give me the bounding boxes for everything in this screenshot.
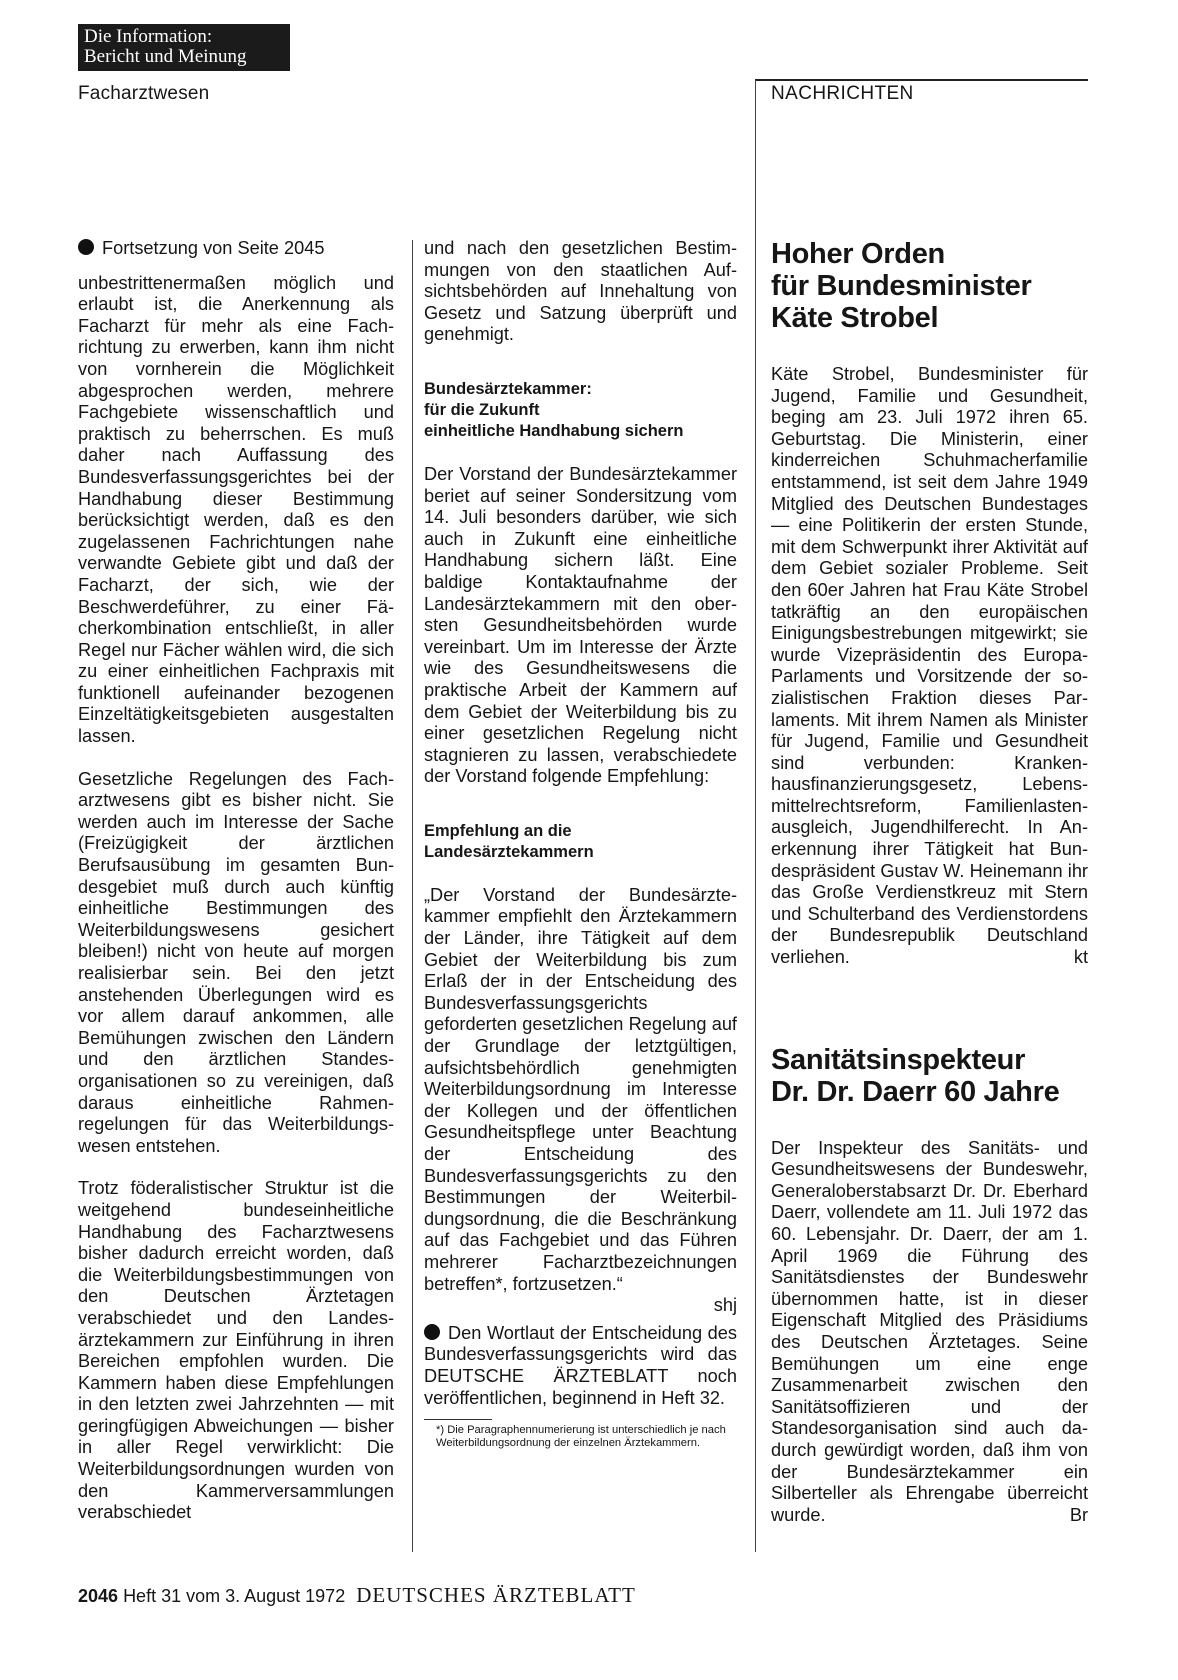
paragraph: unbestrittenermaßen möglich und erlaubt ist, die Anerkennung als Facharzt für mehr als eine Fachrichtung zu erwerben, kann ihm nicht von vornherein die Möglichkeit abgesprochen werden, mehrere Fachgebiete wissenschaftlich und praktisch zu beherrschen. Es muß daher nach Auffassung des Bundesverfassungsgerichtes bei der Handhabung dieser Bestimmung berücksichtigt werden, daß es den zugelassenen Fachrichtungen nahe verwandte Gebiete gibt und daß der Facharzt, der sich, wie der Beschwerdeführer, zu einer Fächerkombination entschließt, in aller Regel nur Fächer wählen wird, die sich zu einer einheitlichen Fachpraxis mit funktionell aufeinander bezogenen Einzeltätigkeitsgebieten ausgestalten lassen. bbox=[78, 272, 394, 747]
column-divider-1 bbox=[412, 240, 413, 1552]
author-signature: Br bbox=[1069, 1504, 1088, 1525]
paragraph: Trotz föderalistischer Struktur ist die weitgehend bundeseinheitliche Handhabung des Facharztwesens bisher dadurch erreicht worden, daß die Weiterbildungsbestimmungen von den Deutschen Ärztetagen verabschiedet und den Landesärztekammern zur Einführung in ihren Bereichen empfohlen wurden. Die Kammern haben diese Empfehlungen in den letzten zwei Jahrzehnten — mit geringfügigen Abweichungen — bisher in aller Regel verwirklicht: Die Weiterbildungsordnungen wurden von den Kammerversammlungen verabschiedet bbox=[78, 1178, 394, 1523]
headline-sanitaetsinspekteur: Sanitätsinspekteur Dr. Dr. Daerr 60 Jahre bbox=[771, 1043, 1060, 1108]
paragraph: Der Vorstand der Bundesärztekammer beriet auf seiner Sondersitzung vom 14. Juli besonders darüber, wie sich auch in Zukunft eine einheitliche Handhabung sichern läßt. Eine baldige Kontaktaufnahme der Landesärztekammern mit den obersten Gesundheitsbehörden wurde vereinbart. Um im Interesse der Ärzte wie des Gesundheitswesens die praktische Arbeit der Kammern auf dem Gebiet der Weiterbildung bis zu einer gesetzlichen Regelung nicht stagnieren zu lassen, verabschiedete der Vorstand folgende Empfehlung: bbox=[424, 463, 737, 787]
paragraph: Käte Strobel, Bundesminister für Jugend, Familie und Gesundheit, beging am 23. Juli 1972 ihren 65. Geburtstag. Die Ministerin, einer kinderreichen Schuhmacherfamilie entstammend, ist seit dem Jahre 1949 Mitglied des Deutschen Bundestages — eine Politikerin der ersten Stunde, mit dem Schwerpunkt ihrer Aktivität auf dem Gebiet sozialer Probleme. Seit den 60er Jahren hat Frau Käte Strobel tatkräftig an den europäischen Einigungsbestrebungen mitgewirkt; sie wurde Vizepräsidentin des Europa-Parlaments und Vorsitzende der sozialistischen Fraktion dieses Parlaments. Mit ihrem Namen als Minister für Jugend, Familie und Gesundheit sind verbunden: Krankenhausfinanzierungsgesetz, Lebensmittelrechtsreform, Familienlastenausgleich, Jugendhilferecht. In Anerkennung ihrer Tätigkeit hat Bundespräsident Gustav W. Heinemann ihr das Große Verdienstkreuz mit Stern und Schulterband des Verdienstordens der Bundesrepublik Deutschland verliehen. bbox=[771, 364, 1088, 968]
paragraph: Gesetzliche Regelungen des Facharztwesens gibt es bisher nicht. Sie werden auch im Interesse der Sache (Freizügigkeit der ärztlichen Berufsausübung im gesamten Bundesgebiet muß durch auch künftig einheitliche Bestimmungen des Weiterbildungswesens gesichert bleiben!) nicht von heute auf morgen realisierbar sein. Bei den jetzt anstehenden Überlegungen wird es vor allem darauf ankommen, alle Bemühungen zwischen den Ländern und den ärztlichen Standesorganisationen so zu vereinigen, daß daraus einheitliche Rahmenregelungen für das Weiterbildungswesen entstehen. bbox=[78, 768, 394, 1156]
bullet-icon bbox=[424, 1324, 440, 1340]
author-signature: shj bbox=[713, 1295, 737, 1316]
column-1 bbox=[78, 238, 394, 1524]
page-number: 2046 bbox=[78, 1586, 119, 1606]
headline-hoher-orden: Hoher Orden für Bundesminister Käte Strobel bbox=[771, 238, 1032, 334]
masthead bbox=[78, 24, 290, 71]
issue-info: Heft 31 vom 3. August 1972 bbox=[123, 1586, 346, 1606]
magazine-title: DEUTSCHES ÄRZTEBLATT bbox=[356, 1583, 636, 1607]
section-label-left: Facharztwesen bbox=[78, 83, 210, 104]
paragraph: und nach den gesetzlichen Bestimmungen von den staatlichen Aufsichtsbehörden auf Innehaltung von Gesetz und Satzung überprüft und genehmigt. bbox=[424, 238, 737, 345]
page-footer bbox=[78, 1583, 636, 1608]
masthead-line-1: Die Information: bbox=[84, 26, 213, 47]
top-rule bbox=[755, 79, 1088, 81]
subheading-bundesaerztekammer: Bundesärztekammer: für die Zukunft einheitliche Handhabung sichern bbox=[424, 379, 684, 440]
notice-paragraph: Den Wortlaut der Entscheidung des Bundesverfassungsgerichts wird das DEUTSCHE ÄRZTEBLATT noch veröffentlichen, beginnend in Heft 32. bbox=[424, 1322, 737, 1408]
section-label-right: NACHRICHTEN bbox=[771, 83, 914, 104]
subheading-empfehlung: Empfehlung an die Landesärztekammern bbox=[424, 821, 594, 861]
continuation-note: Fortsetzung von Seite 2045 bbox=[78, 238, 394, 260]
masthead-line-2: Bericht und Meinung bbox=[84, 46, 247, 67]
author-signature: kt bbox=[1073, 947, 1088, 968]
quote-paragraph: „Der Vorstand der Bundesärztekammer empfiehlt den Ärztekammern der Länder, ihre Tätigkeit auf dem Gebiet der Weiterbildung bis zum Erlaß der in der Entscheidung des Bundesverfassungsgerichts geforderten gesetzlichen Regelung auf der Grundlage der letztgültigen, aufsichtsbehördlich genehmigten Weiterbildungsordnung im Interesse der Kollegen und der öffentlichen Gesundheitspflege unter Beachtung der Entscheidung des Bundesverfassungsgerichts zu den Bestimmungen der Weiterbildungsordnung, die die Beschränkung auf das Fachgebiet und das Führen mehrerer Facharztbezeichnungen betreffen*, fortzusetzen.“ bbox=[424, 884, 737, 1294]
column-divider-2 bbox=[755, 80, 756, 1552]
bullet-icon bbox=[78, 239, 94, 255]
footnote-rule bbox=[424, 1419, 492, 1420]
column-3 bbox=[771, 238, 1088, 1526]
footnote: *) Die Paragraphennumerierung ist unterschiedlich je nach Weiterbildungsordnung der einzelnen Ärztekammern. bbox=[436, 1424, 726, 1449]
column-2 bbox=[424, 238, 737, 1449]
paragraph: Der Inspekteur des Sanitäts- und Gesundheitswesens der Bundeswehr, Generaloberstabsarzt Dr. Dr. Eberhard Daerr, vollendete am 11. Juli 1972 das 60. Lebensjahr. Dr. Daerr, der am 1. April 1969 die Führung des Sanitätsdienstes der Bundeswehr übernommen hatte, ist in dieser Eigenschaft Mitglied des Präsidiums des Deutschen Ärztetages. Seine Bemühungen um eine enge Zusammenarbeit zwischen den Sanitätsoffizieren und der Standesorganisation sind auch dadurch gewürdigt worden, daß ihm von der Bundesärztekammer ein Silberteller als Ehrengabe überreicht wurde. bbox=[771, 1137, 1088, 1525]
